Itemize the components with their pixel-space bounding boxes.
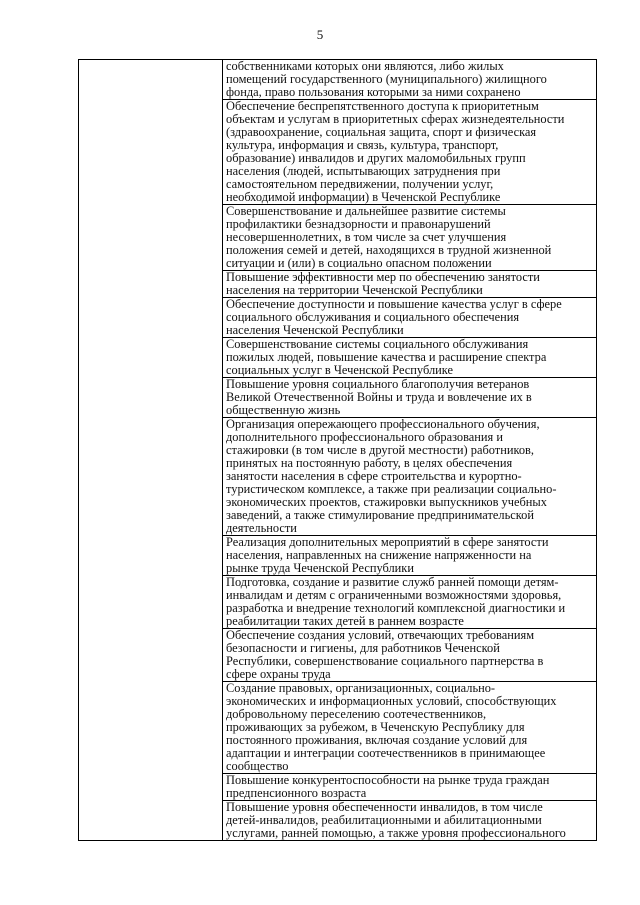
goal-cell: [223, 60, 597, 100]
goal-cell: [223, 536, 597, 576]
goal-cell: [223, 205, 597, 271]
goal-cell: [223, 682, 597, 774]
goal-text: Обеспечение доступности и повышение качества услуг в сфере социального обслуживания и социального обеспечения населения Чеченской Республики: [226, 297, 562, 337]
left-column-cell: [79, 60, 223, 841]
goal-text: Организация опережающего профессионального обучения, дополнительного профессионального образования и стажировки (в том числе в другой местности) работников, принятых на постоянную работу, в целях обеспечения занятости населения в сфере строительства и курортно- туристическом комплексе, а также при реализации социально- экономических проектов, стажировки выпускников учебных заведений, а также стимулирование предпринимательской деятельности: [226, 417, 557, 535]
goal-text: Повышение уровня обеспеченности инвалидов, в том числе детей-инвалидов, реабилитационными и абилитационными услугами, ранней помощью, а также уровня профессионального: [226, 800, 566, 840]
goal-text: Повышение эффективности мер по обеспечению занятости населения на территории Чеченской Республики: [226, 270, 540, 297]
goal-cell: [223, 338, 597, 378]
goal-cell: [223, 629, 597, 682]
goal-text: Повышение уровня социального благополучия ветеранов Великой Отечественной Войны и труда и вовлечение их в общественную жизнь: [226, 377, 532, 417]
goal-text: Совершенствование и дальнейшее развитие системы профилактики безнадзорности и правонарушений несовершеннолетних, в том числе за счет улучшения положения семей и детей, находящихся в трудной жизненной ситуации и (или) в социально опасном положении: [226, 204, 552, 270]
page-number: 5: [316, 27, 324, 42]
goal-text: Обеспечение создания условий, отвечающих требованиям безопасности и гигиены, для работников Чеченской Республики, совершенствование социального партнерства в сфере охраны труда: [226, 628, 544, 681]
goal-cell: [223, 418, 597, 536]
goal-cell: [223, 298, 597, 338]
goal-text: Реализация дополнительных мероприятий в сфере занятости населения, направленных на снижение напряженности на рынке труда Чеченской Республики: [226, 535, 549, 575]
goal-text: Создание правовых, организационных, социально- экономических и информационных условий, способствующих добровольному переселению соотечественников, проживающих за рубежом, в Чеченскую Республику для постоянного проживания, включая создание условий для адаптации и интеграции соотечественников в принимающее сообщество: [226, 681, 557, 773]
goal-cell: [223, 271, 597, 298]
goal-text: Совершенствование системы социального обслуживания пожилых людей, повышение качества и расширение спектра социальных услуг в Чеченской Республике: [226, 337, 547, 377]
goals-table: [78, 59, 597, 841]
goal-text: Повышение конкурентоспособности на рынке труда граждан предпенсионного возраста: [226, 773, 550, 800]
goal-cell: [223, 100, 597, 205]
goal-cell: [223, 774, 597, 801]
goal-text: Обеспечение беспрепятственного доступа к приоритетным объектам и услугам в приоритетных сферах жизнедеятельности (здравоохранение, социальная защита, спорт и физическая культура, информация и связь, культура, транспорт, образование) инвалидов и других маломобильных групп населения (людей, испытывающих затруднения при самостоятельном передвижении, получении услуг, необходимой информации) в Чеченской Республике: [226, 99, 565, 204]
goal-cell: [223, 801, 597, 841]
goal-cell: [223, 378, 597, 418]
goal-cell: [223, 576, 597, 629]
table-row: [79, 60, 597, 100]
goal-text: Подготовка, создание и развитие служб ранней помощи детям- инвалидам и детям с ограниченными возможностями здоровья, разработка и внедрение технологий комплексной диагностики и реабилитации таких детей в раннем возрасте: [226, 575, 566, 628]
goal-text: собственниками которых они являются, либо жилых помещений государственного (муниципального) жилищного фонда, право пользования которыми за ними сохранено: [226, 59, 547, 99]
